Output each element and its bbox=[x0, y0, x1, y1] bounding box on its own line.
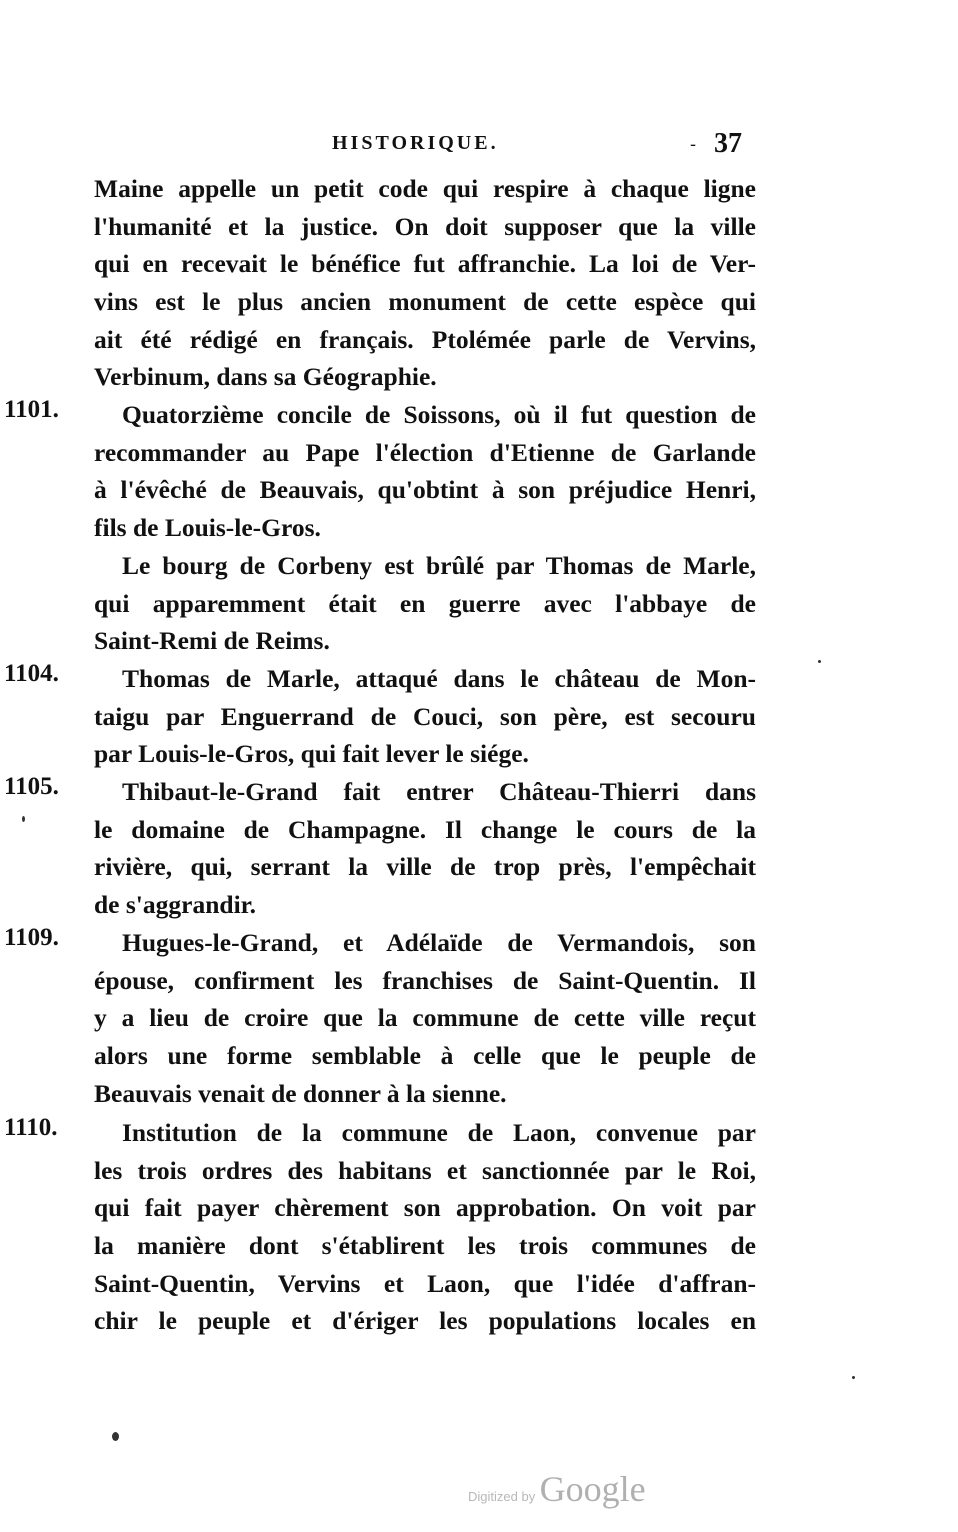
text-line: qui en recevait le bénéfice fut affranchie. La loi de Ver- bbox=[94, 249, 756, 279]
scan-speck bbox=[112, 1432, 119, 1441]
entry-year: 1110. bbox=[4, 1114, 58, 1141]
running-title: HISTORIQUE. bbox=[332, 132, 499, 154]
scan-speck bbox=[22, 816, 25, 822]
text-line: taigu par Enguerrand de Couci, son père, est secouru bbox=[94, 701, 756, 731]
entry-paragraph bbox=[94, 547, 756, 660]
text-line: Hugues-le-Grand, et Adélaïde de Vermandois, son bbox=[122, 928, 756, 957]
text-line: Saint-Remi de Reims. bbox=[94, 626, 330, 656]
digitized-watermark bbox=[468, 1468, 646, 1510]
text-line: Institution de la commune de Laon, convenue par bbox=[122, 1118, 756, 1147]
entry-year: 1109. bbox=[4, 924, 59, 951]
running-header bbox=[0, 128, 958, 162]
text-line: Maine appelle un petit code qui respire à chaque ligne bbox=[94, 174, 756, 203]
text-line: Thomas de Marle, attaqué dans le château de Mon- bbox=[122, 664, 756, 693]
text-line: vins est le plus ancien monument de cette espèce qui bbox=[94, 287, 756, 317]
text-line: de s'aggrandir. bbox=[94, 890, 257, 920]
text-line: Beauvais venait de donner à la sienne. bbox=[94, 1078, 507, 1108]
text-line: Saint-Quentin, Vervins et Laon, que l'idée d'affran- bbox=[94, 1268, 756, 1298]
entry-year: 1105. bbox=[4, 773, 59, 800]
text-line: à l'évêché de Beauvais, qu'obtint à son préjudice Henri, bbox=[94, 475, 756, 505]
text-line: la manière dont s'établirent les trois communes de bbox=[94, 1231, 756, 1261]
text-line: qui fait payer chèrement son approbation. On voit par bbox=[94, 1193, 756, 1223]
page-number: 37 bbox=[714, 128, 742, 159]
brand-logo: Google bbox=[539, 1469, 646, 1509]
scan-speck bbox=[852, 1376, 855, 1379]
text-line: les trois ordres des habitans et sanctionnée par le Roi, bbox=[94, 1155, 756, 1185]
text-line: épouse, confirment les franchises de Saint-Quentin. Il bbox=[94, 965, 756, 995]
entry-paragraph bbox=[94, 1114, 756, 1340]
text-line: Verbinum, dans sa Géographie. bbox=[94, 362, 437, 392]
text-line: chir le peuple et d'ériger les populations locales en bbox=[94, 1306, 756, 1336]
entry-year: 1101. bbox=[4, 396, 59, 423]
scan-speck bbox=[818, 660, 821, 663]
digitized-label: Digitized by bbox=[468, 1489, 536, 1504]
text-line: Le bourg de Corbeny est brûlé par Thomas de Marle, bbox=[122, 551, 756, 580]
text-line: alors une forme semblable à celle que le peuple de bbox=[94, 1041, 756, 1071]
entry-year: 1104. bbox=[4, 660, 59, 687]
text-line: Quatorzième concile de Soissons, où il fut question de bbox=[122, 400, 756, 429]
text-line: fils de Louis-le-Gros. bbox=[94, 513, 321, 543]
text-line: par Louis-le-Gros, qui fait lever le siége. bbox=[94, 739, 529, 769]
paragraph-continuation bbox=[94, 170, 756, 396]
text-line: y a lieu de croire que la commune de cette ville reçut bbox=[94, 1003, 756, 1033]
entry-paragraph bbox=[94, 773, 756, 924]
text-line: ait été rédigé en français. Ptolémée parle de Vervins, bbox=[94, 324, 756, 354]
text-line: le domaine de Champagne. Il change le cours de la bbox=[94, 814, 756, 844]
text-line: qui apparemment était en guerre avec l'abbaye de bbox=[94, 588, 756, 618]
header-dash: - bbox=[690, 134, 697, 155]
text-line: l'humanité et la justice. On doit supposer que la ville bbox=[94, 211, 756, 241]
entry-paragraph bbox=[94, 396, 756, 547]
text-line: rivière, qui, serrant la ville de trop près, l'empêchait bbox=[94, 852, 756, 882]
entry-paragraph bbox=[94, 660, 756, 773]
text-line: recommander au Pape l'élection d'Etienne de Garlande bbox=[94, 437, 756, 467]
entry-paragraph bbox=[94, 924, 756, 1112]
text-line: Thibaut-le-Grand fait entrer Château-Thierri dans bbox=[122, 777, 756, 806]
